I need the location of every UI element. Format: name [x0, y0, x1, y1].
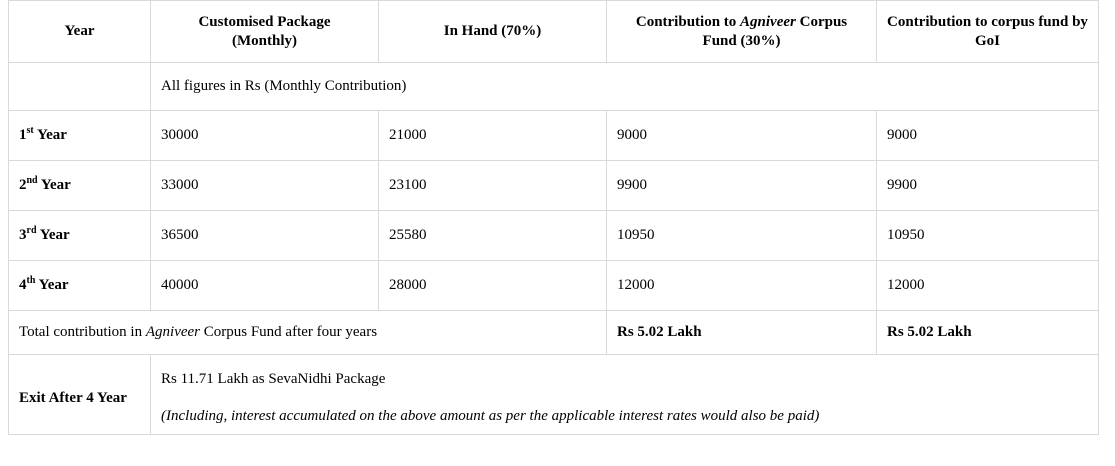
- column-header-corpus-fund: [607, 1, 877, 63]
- year-number: 2: [19, 177, 27, 193]
- cell-goi: 12000: [877, 261, 1099, 311]
- year-word: Year: [39, 227, 70, 243]
- cell-package: 36500: [151, 211, 379, 261]
- table-total-row: [9, 311, 1099, 355]
- row-year-label: [9, 111, 151, 161]
- cell-goi: 9900: [877, 161, 1099, 211]
- column-header-corpus-post: Corpus Fund (30%): [702, 13, 848, 49]
- cell-goi: 10950: [877, 211, 1099, 261]
- column-header-year-label: Year: [64, 23, 95, 40]
- cell-package: 33000: [151, 161, 379, 211]
- row-year-label: [9, 261, 151, 311]
- total-label-pre: Total contribution in: [19, 324, 146, 340]
- cell-package: 40000: [151, 261, 379, 311]
- cell-package: 30000: [151, 111, 379, 161]
- total-row-label: [9, 311, 607, 355]
- year-number: 1: [19, 127, 27, 143]
- exit-row-note: (Including, interest accumulated on the above amount as per the applicable interest rates would also be paid): [161, 407, 820, 424]
- total-label-italic: Agniveer: [145, 324, 200, 340]
- column-header-goi-line2: GoI: [974, 32, 1000, 49]
- column-header-corpus-pre: Contribution to: [635, 13, 741, 30]
- total-corpus-value: Rs 5.02 Lakh: [607, 311, 877, 355]
- cell-goi: 9000: [877, 111, 1099, 161]
- total-label-post: Corpus Fund after four years: [200, 324, 378, 340]
- year-word: Year: [40, 177, 71, 193]
- column-header-corpus-italic: Agniveer: [740, 13, 796, 30]
- cell-corpus: 12000: [607, 261, 877, 311]
- year-ordinal-suffix: st: [26, 125, 34, 136]
- table-row: [9, 261, 1099, 311]
- year-number: 3: [19, 227, 27, 243]
- agniveer-package-table: [8, 0, 1099, 435]
- total-goi-value: Rs 5.02 Lakh: [877, 311, 1099, 355]
- row-year-label: [9, 161, 151, 211]
- note-row-text: All figures in Rs (Monthly Contribution): [151, 63, 1099, 111]
- exit-row-body: [151, 355, 1099, 435]
- table-row: [9, 211, 1099, 261]
- column-header-package-line1: Customised Package: [198, 13, 331, 30]
- note-row-empty-cell: [9, 63, 151, 111]
- column-header-goi-line1: Contribution to corpus fund by: [887, 13, 1088, 30]
- column-header-in-hand: [379, 1, 607, 63]
- table-header-row: [9, 1, 1099, 63]
- table-exit-row: [9, 355, 1099, 435]
- cell-in-hand: 25580: [379, 211, 607, 261]
- year-ordinal-suffix: rd: [26, 225, 37, 236]
- year-word: Year: [38, 277, 69, 293]
- column-header-goi-contribution: [877, 1, 1099, 63]
- year-ordinal-suffix: th: [26, 275, 36, 286]
- column-header-in-hand-label: In Hand (70%): [443, 23, 542, 40]
- column-header-package-line2: (Monthly): [232, 32, 297, 49]
- table-note-row: [9, 63, 1099, 111]
- exit-row-amount: Rs 11.71 Lakh as SevaNidhi Package: [161, 370, 386, 387]
- cell-corpus: 9000: [607, 111, 877, 161]
- cell-in-hand: 21000: [379, 111, 607, 161]
- cell-in-hand: 28000: [379, 261, 607, 311]
- cell-corpus: 10950: [607, 211, 877, 261]
- column-header-customised-package: [151, 1, 379, 63]
- table-row: [9, 161, 1099, 211]
- year-ordinal-suffix: nd: [26, 175, 38, 186]
- cell-corpus: 9900: [607, 161, 877, 211]
- row-year-label: [9, 211, 151, 261]
- exit-row-label: Exit After 4 Year: [9, 355, 151, 435]
- year-number: 4: [19, 277, 27, 293]
- column-header-year: [9, 1, 151, 63]
- table-row: [9, 111, 1099, 161]
- cell-in-hand: 23100: [379, 161, 607, 211]
- year-word: Year: [36, 127, 67, 143]
